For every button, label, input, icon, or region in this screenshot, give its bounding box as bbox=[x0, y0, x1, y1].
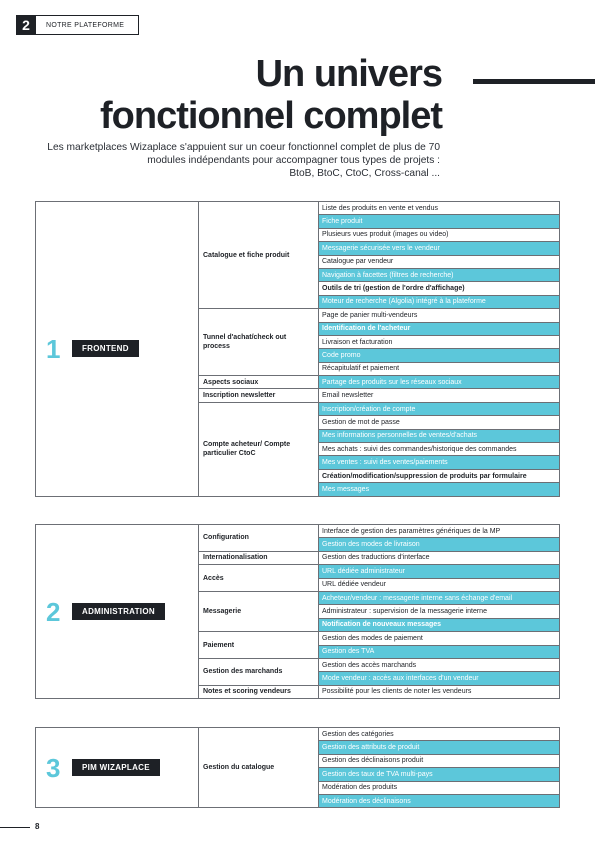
feature-item: Fiche produit bbox=[319, 215, 560, 228]
feature-item: Outils de tri (gestion de l'ordre d'affichage) bbox=[319, 282, 560, 295]
feature-item: Gestion des traductions d'interface bbox=[319, 551, 560, 564]
footer-rule bbox=[0, 827, 30, 828]
intro-paragraph bbox=[20, 141, 440, 180]
section-number: 2 bbox=[16, 15, 36, 35]
feature-item: Gestion des catégories bbox=[319, 728, 560, 741]
feature-table-frontend bbox=[35, 201, 560, 497]
feature-item: Gestion des modes de livraison bbox=[319, 538, 560, 551]
feature-item: URL dédiée administrateur bbox=[319, 565, 560, 578]
title-rule bbox=[473, 79, 595, 84]
feature-item: Gestion de mot de passe bbox=[319, 416, 560, 429]
group-name: Internationalisation bbox=[199, 551, 319, 564]
feature-item: Inscription/création de compte bbox=[319, 402, 560, 415]
feature-item: Notification de nouveaux messages bbox=[319, 618, 560, 631]
block-heading bbox=[36, 333, 198, 364]
feature-item: Identification de l'acheteur bbox=[319, 322, 560, 335]
block-label: PIM WIZAPLACE bbox=[72, 759, 160, 776]
feature-item: Gestion des déclinaisons produit bbox=[319, 754, 560, 767]
block-number: 2 bbox=[46, 596, 61, 627]
block-heading-cell bbox=[36, 728, 199, 808]
feature-item: Page de panier multi-vendeurs bbox=[319, 309, 560, 322]
feature-item: Administrateur : supervision de la messagerie interne bbox=[319, 605, 560, 618]
feature-item: Mode vendeur : accès aux interfaces d'un vendeur bbox=[319, 672, 560, 685]
table-row bbox=[36, 525, 560, 538]
group-name: Accès bbox=[199, 565, 319, 592]
block-heading-cell bbox=[36, 525, 199, 699]
feature-item: Liste des produits en vente et vendus bbox=[319, 202, 560, 215]
feature-item: Plusieurs vues produit (images ou video) bbox=[319, 228, 560, 241]
feature-item: Mes informations personnelles de ventes/d'achats bbox=[319, 429, 560, 442]
group-name: Messagerie bbox=[199, 591, 319, 631]
feature-item: Mes ventes : suivi des ventes/paiements bbox=[319, 456, 560, 469]
feature-item: Email newsletter bbox=[319, 389, 560, 402]
feature-item: Acheteur/vendeur : messagerie interne sans échange d'email bbox=[319, 591, 560, 604]
feature-item: Catalogue par vendeur bbox=[319, 255, 560, 268]
group-name: Paiement bbox=[199, 632, 319, 659]
block-number: 3 bbox=[46, 752, 61, 783]
block-label: ADMINISTRATION bbox=[72, 603, 165, 620]
page-title-line-1: Un univers bbox=[255, 53, 442, 95]
block-number: 1 bbox=[46, 333, 61, 364]
feature-item: Partage des produits sur les réseaux sociaux bbox=[319, 376, 560, 389]
group-name: Aspects sociaux bbox=[199, 376, 319, 389]
section-name: NOTRE PLATEFORME bbox=[36, 15, 139, 35]
feature-item: Gestion des modes de paiement bbox=[319, 632, 560, 645]
table-row bbox=[36, 728, 560, 741]
feature-item: Code promo bbox=[319, 349, 560, 362]
feature-item: Récapitulatif et paiement bbox=[319, 362, 560, 375]
feature-item: Mes achats : suivi des commandes/historique des commandes bbox=[319, 443, 560, 456]
group-name: Inscription newsletter bbox=[199, 389, 319, 402]
feature-item: Gestion des TVA bbox=[319, 645, 560, 658]
page-number: 8 bbox=[35, 822, 40, 831]
feature-item: Messagerie sécurisée vers le vendeur bbox=[319, 242, 560, 255]
feature-item: URL dédiée vendeur bbox=[319, 578, 560, 591]
block-heading bbox=[36, 596, 198, 627]
group-name: Gestion des marchands bbox=[199, 658, 319, 685]
block-label: FRONTEND bbox=[72, 340, 139, 357]
feature-table-administration bbox=[35, 524, 560, 699]
feature-item: Gestion des attributs de produit bbox=[319, 741, 560, 754]
feature-item: Moteur de recherche (Algolia) intégré à la plateforme bbox=[319, 295, 560, 308]
feature-item: Interface de gestion des paramètres génériques de la MP bbox=[319, 525, 560, 538]
feature-item: Livraison et facturation bbox=[319, 335, 560, 348]
page-title-line-2: fonctionnel complet bbox=[100, 95, 442, 137]
group-name: Compte acheteur/ Compte particulier CtoC bbox=[199, 402, 319, 496]
section-tag bbox=[16, 15, 139, 35]
feature-item: Gestion des taux de TVA multi-pays bbox=[319, 768, 560, 781]
intro-line-2: modules indépendants pour accompagner tous types de projets : bbox=[147, 155, 440, 166]
feature-item: Création/modification/suppression de produits par formulaire bbox=[319, 469, 560, 482]
table-row bbox=[36, 202, 560, 215]
feature-item: Navigation à facettes (filtres de recherche) bbox=[319, 268, 560, 281]
group-name: Catalogue et fiche produit bbox=[199, 202, 319, 309]
group-name: Tunnel d'achat/check out process bbox=[199, 309, 319, 376]
feature-table-pim bbox=[35, 727, 560, 808]
group-name: Gestion du catalogue bbox=[199, 728, 319, 808]
intro-line-1: Les marketplaces Wizaplace s'appuient sur un coeur fonctionnel complet de plus de 70 bbox=[47, 142, 440, 153]
block-heading-cell bbox=[36, 202, 199, 497]
intro-line-3: BtoB, BtoC, CtoC, Cross-canal ... bbox=[289, 168, 440, 179]
feature-item: Modération des produits bbox=[319, 781, 560, 794]
feature-item: Mes messages bbox=[319, 483, 560, 496]
group-name: Notes et scoring vendeurs bbox=[199, 685, 319, 698]
feature-item: Gestion des accès marchands bbox=[319, 658, 560, 671]
group-name: Configuration bbox=[199, 525, 319, 552]
page-title bbox=[100, 53, 442, 137]
feature-item: Modération des déclinaisons bbox=[319, 794, 560, 807]
block-heading bbox=[36, 752, 198, 783]
feature-item: Possibilité pour les clients de noter les vendeurs bbox=[319, 685, 560, 698]
